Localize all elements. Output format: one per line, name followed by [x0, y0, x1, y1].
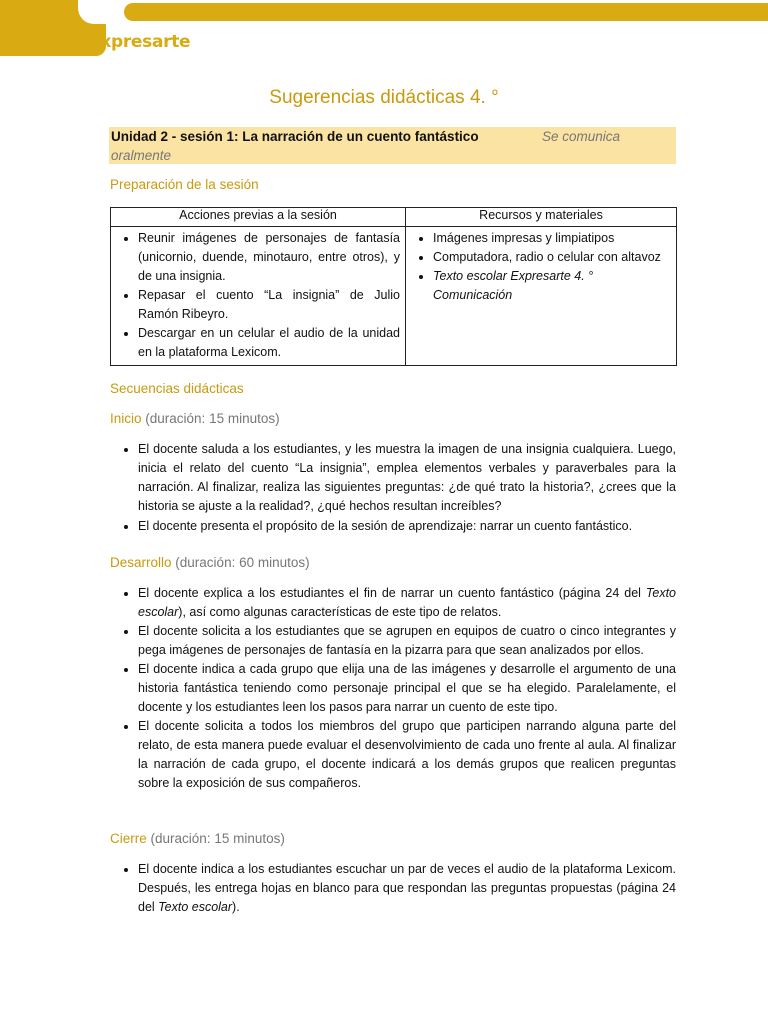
- sequences-heading: Secuencias didácticas: [110, 381, 244, 396]
- inicio-heading: [110, 411, 280, 426]
- resource-item: • Texto escolar Expresarte 4. ° Comunicación: [433, 267, 671, 305]
- desarrollo-list: [110, 584, 676, 793]
- inicio-item: • El docente presenta el propósito de la sesión de aprendizaje: narrar un cuento fantástico.: [138, 517, 676, 536]
- inicio-item: • El docente saluda a los estudiantes, y les muestra la imagen de una insignia cualquiera. Luego, inicia el relato del cuento “La insignia”, emplea elementos verbales y paraverbales para la narración. Al finalizar, realiza las siguientes preguntas: ¿de qué trato la historia?, ¿crees que la historia se ajuste a la realidad?, ¿qué hechos resultan increíbles?: [138, 440, 676, 516]
- desarrollo-item: • El docente solicita a todos los miembros del grupo que participen narrando alguna parte del relato, de esta manera puede evaluar el desenvolvimiento de cada uno frente al aula. Al finalizar la narración de cada grupo, el docente indicará a los demás grupos que realicen preguntas sobre la exposición de sus compañeros.: [138, 717, 676, 793]
- desarrollo-item-text: El docente explica a los estudiantes el fin de narrar un cuento fantástico (página 24 del: [138, 586, 646, 600]
- inicio-list: [110, 440, 676, 536]
- cierre-item-ref: Texto escolar: [158, 900, 233, 914]
- inicio-duration: (duración: 15 minutos): [145, 411, 280, 426]
- action-item: • Repasar el cuento “La insignia” de Julio Ramón Ribeyro.: [138, 286, 400, 324]
- col-header-resources: Recursos y materiales: [406, 208, 677, 227]
- preparation-table: [110, 207, 677, 366]
- preparation-heading: Preparación de la sesión: [110, 177, 259, 192]
- desarrollo-label: Desarrollo: [110, 555, 172, 570]
- resources-cell: [406, 227, 677, 366]
- desarrollo-item: • El docente indica a cada grupo que elija una de las imágenes y desarrolle el argumento de una historia fantástica teniendo como personaje principal el que se ha elegido. Paralelamente, el docente y los estudiantes leen los pasos para narrar un cuento de este tipo.: [138, 660, 676, 717]
- desarrollo-item-text-end: ), así como algunas características de este tipo de relatos.: [178, 605, 502, 619]
- cierre-label: Cierre: [110, 831, 147, 846]
- cierre-item-text-end: ).: [232, 900, 240, 914]
- unit-title: Unidad 2 - sesión 1: La narración de un cuento fantástico: [111, 129, 479, 144]
- cierre-list: [110, 860, 676, 917]
- header-bar-right: [124, 3, 768, 21]
- cierre-item: [138, 860, 676, 917]
- unit-competency-cont: oralmente: [111, 148, 172, 163]
- action-item: • Reunir imágenes de personajes de fantasía (unicornio, duende, minotauro, entre otros), y de una insignia.: [138, 229, 400, 286]
- unit-competency: Se comunica: [542, 129, 621, 144]
- desarrollo-duration: (duración: 60 minutos): [175, 555, 310, 570]
- desarrollo-item: • El docente solicita a los estudiantes que se agrupen en equipos de cuatro o cinco integrantes y pega imágenes de personajes de fantasía en la pizarra para que sean analizados por ellos.: [138, 622, 676, 660]
- cierre-heading: [110, 831, 285, 846]
- brand-logo: Expresarte: [89, 32, 191, 52]
- col-header-actions: Acciones previas a la sesión: [111, 208, 406, 227]
- header-notch: [78, 0, 118, 24]
- page-title: Sugerencias didácticas 4. °: [269, 87, 499, 108]
- cierre-duration: (duración: 15 minutos): [150, 831, 285, 846]
- inicio-label: Inicio: [110, 411, 142, 426]
- action-item: • Descargar en un celular el audio de la unidad en la plataforma Lexicom.: [138, 324, 400, 362]
- resource-item: • Imágenes impresas y limpiatipos: [433, 229, 671, 248]
- resource-item: • Computadora, radio o celular con altavoz: [433, 248, 671, 267]
- actions-cell: [111, 227, 406, 366]
- desarrollo-item: [138, 584, 676, 622]
- desarrollo-item-ref: Texto escolar: [138, 586, 676, 619]
- desarrollo-heading: [110, 555, 310, 570]
- cierre-item-text: El docente indica a los estudiantes escuchar un par de veces el audio de la plataforma Lexicom. Después, les entrega hojas en blanco para que respondan las preguntas propuestas (página 24 del: [138, 862, 676, 914]
